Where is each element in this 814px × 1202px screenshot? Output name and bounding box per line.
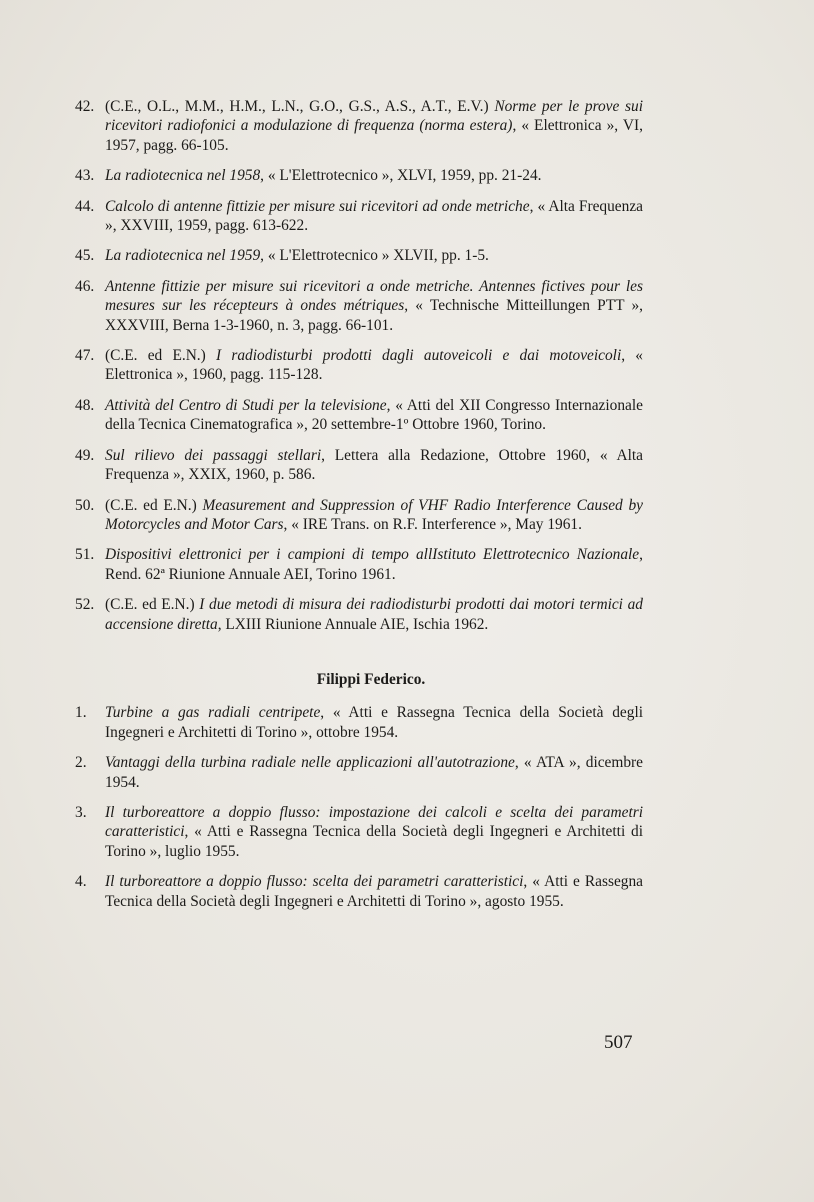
entry-number: 48.	[75, 396, 95, 414]
bibliography-entry	[75, 166, 643, 185]
entry-source: , « Elettronica », 1960, pagg. 115-128.	[105, 347, 643, 384]
entry-number: 51.	[75, 546, 95, 564]
entry-title: Dispositivi elettronici per i campioni di tempo allIstituto Elettrotecnico Nazionale	[105, 546, 640, 564]
entry-title: Antenne fittizie per misure sui ricevitori a onde metriche. Antennes fictives pour les mesures sur les récepteurs à ondes métriques	[105, 277, 643, 315]
bibliography-entry	[75, 803, 643, 861]
bibliography-entry	[75, 595, 643, 634]
bibliography-entry	[75, 277, 643, 335]
entry-number: 52.	[75, 596, 95, 614]
entry-number: 44.	[75, 197, 95, 215]
entry-title: Vantaggi della turbina radiale nelle applicazioni all'autotrazione	[105, 754, 515, 772]
entry-text	[105, 595, 643, 634]
entry-title: La radiotecnica nel 1959	[105, 247, 261, 265]
entry-source: , Lettera alla Redazione, Ottobre 1960, « Alta Frequenza », XXIX, 1960, p. 586.	[105, 446, 643, 484]
entry-number: 2.	[75, 754, 87, 772]
bibliography-entry	[75, 246, 643, 265]
entry-number: 49.	[75, 446, 95, 464]
entry-number: 43.	[75, 167, 95, 185]
bibliography	[75, 97, 643, 922]
entry-source: , « Elettronica », VI, 1957, pagg. 66-105.	[105, 117, 643, 154]
entry-text	[105, 803, 643, 861]
entry-title: I due metodi di misura dei radiodisturbi prodotti dai motori termici ad accensione diretta	[105, 596, 643, 633]
entry-authors: (C.E. ed E.N.)	[105, 496, 203, 514]
entry-source: , « L'Elettrotecnico », XLVI, 1959, pp. 21-24.	[260, 167, 542, 185]
entry-authors: (C.E., O.L., M.M., H.M., L.N., G.O., G.S., A.S., A.T., E.V.)	[105, 98, 495, 115]
entry-title: Turbine a gas radiali centripete	[105, 704, 321, 722]
entry-source: , « ATA », dicembre 1954.	[105, 754, 644, 791]
bibliography-list-filippi	[75, 703, 643, 911]
entry-text	[105, 446, 643, 485]
bibliography-entry	[75, 446, 643, 485]
entry-text	[105, 496, 643, 535]
entry-authors: (C.E. ed E.N.)	[105, 596, 200, 614]
entry-source: , Rend. 62ª Riunione Annuale AEI, Torino 1961.	[105, 546, 643, 583]
entry-text	[105, 97, 643, 155]
entry-source: , « Alta Frequenza », XXVIII, 1959, pagg. 613-622.	[105, 197, 643, 235]
entry-title: Il turboreattore a doppio flusso: impostazione dei calcoli e scelta dei parametri caratteristici	[105, 803, 643, 841]
entry-text	[105, 545, 643, 584]
entry-number: 46.	[75, 277, 95, 295]
entry-title: Measurement and Suppression of VHF Radio Interference Caused by Motorcycles and Motor Cars	[105, 496, 643, 533]
bibliography-list-continued	[75, 97, 643, 634]
bibliography-entry	[75, 703, 643, 742]
bibliography-entry	[75, 545, 643, 584]
entry-title: Norme per le prove sui ricevitori radiofonici a modulazione di frequenza (norma estera)	[105, 98, 643, 135]
entry-number: 45.	[75, 247, 95, 265]
entry-number: 47.	[75, 347, 95, 365]
bibliography-entry	[75, 197, 643, 236]
entry-authors: (C.E. ed E.N.)	[105, 347, 216, 365]
entry-text	[105, 872, 643, 911]
entry-number: 1.	[75, 704, 87, 722]
bibliography-entry	[75, 872, 643, 911]
entry-title: Sul rilievo dei passaggi stellari	[105, 446, 322, 464]
section-heading: Filippi Federico.	[316, 670, 426, 688]
entry-number: 42.	[75, 98, 95, 115]
entry-source: , « L'Elettrotecnico » XLVII, pp. 1-5.	[260, 247, 489, 265]
entry-number: 3.	[75, 803, 87, 821]
entry-text	[105, 246, 643, 265]
entry-source: , « Atti e Rassegna Tecnica della Società degli Ingegneri e Architetti di Torino », luglio 1955.	[105, 823, 643, 860]
bibliography-entry	[75, 753, 643, 792]
entry-source: , « Atti e Rassegna Tecnica della Società degli Ingegneri e Architetti di Torino », ottobre 1954.	[105, 704, 643, 741]
entry-source: , « IRE Trans. on R.F. Interference », May 1961.	[283, 515, 582, 533]
bibliography-entry	[75, 346, 643, 385]
entry-title: Calcolo di antenne fittizie per misure sui ricevitori ad onde metriche	[105, 197, 530, 215]
entry-number: 4.	[75, 873, 87, 891]
bibliography-entry	[75, 97, 643, 155]
entry-text	[105, 346, 643, 385]
page-number: 507	[604, 1032, 633, 1053]
entry-title: Il turboreattore a doppio flusso: scelta dei parametri caratteristici	[105, 873, 524, 891]
entry-text	[105, 166, 643, 185]
entry-text	[105, 753, 643, 792]
entry-text	[105, 197, 643, 236]
bibliography-entry	[75, 496, 643, 535]
entry-source: , « Atti e Rassegna Tecnica della Società degli Ingegneri e Architetti di Torino », agosto 1955.	[105, 873, 643, 910]
entry-number: 50.	[75, 496, 95, 514]
entry-text	[105, 703, 643, 742]
bibliography-entry	[75, 396, 643, 435]
entry-source: , « Atti del XII Congresso Internazionale della Tecnica Cinematografica », 20 settembre-1º Ottobre 1960, Torino.	[105, 396, 643, 434]
entry-title: La radiotecnica nel 1958	[105, 167, 261, 185]
entry-text	[105, 277, 643, 335]
entry-title: I radiodisturbi prodotti dagli autoveicoli e dai motoveicoli	[216, 347, 622, 365]
entry-text	[105, 396, 643, 435]
entry-source: , « Technische Mitteillungen PTT », XXXVIII, Berna 1-3-1960, n. 3, pagg. 66-101.	[105, 297, 643, 334]
entry-source: , LXIII Riunione Annuale AIE, Ischia 1962.	[217, 615, 489, 633]
entry-title: Attività del Centro di Studi per la televisione	[105, 396, 387, 414]
